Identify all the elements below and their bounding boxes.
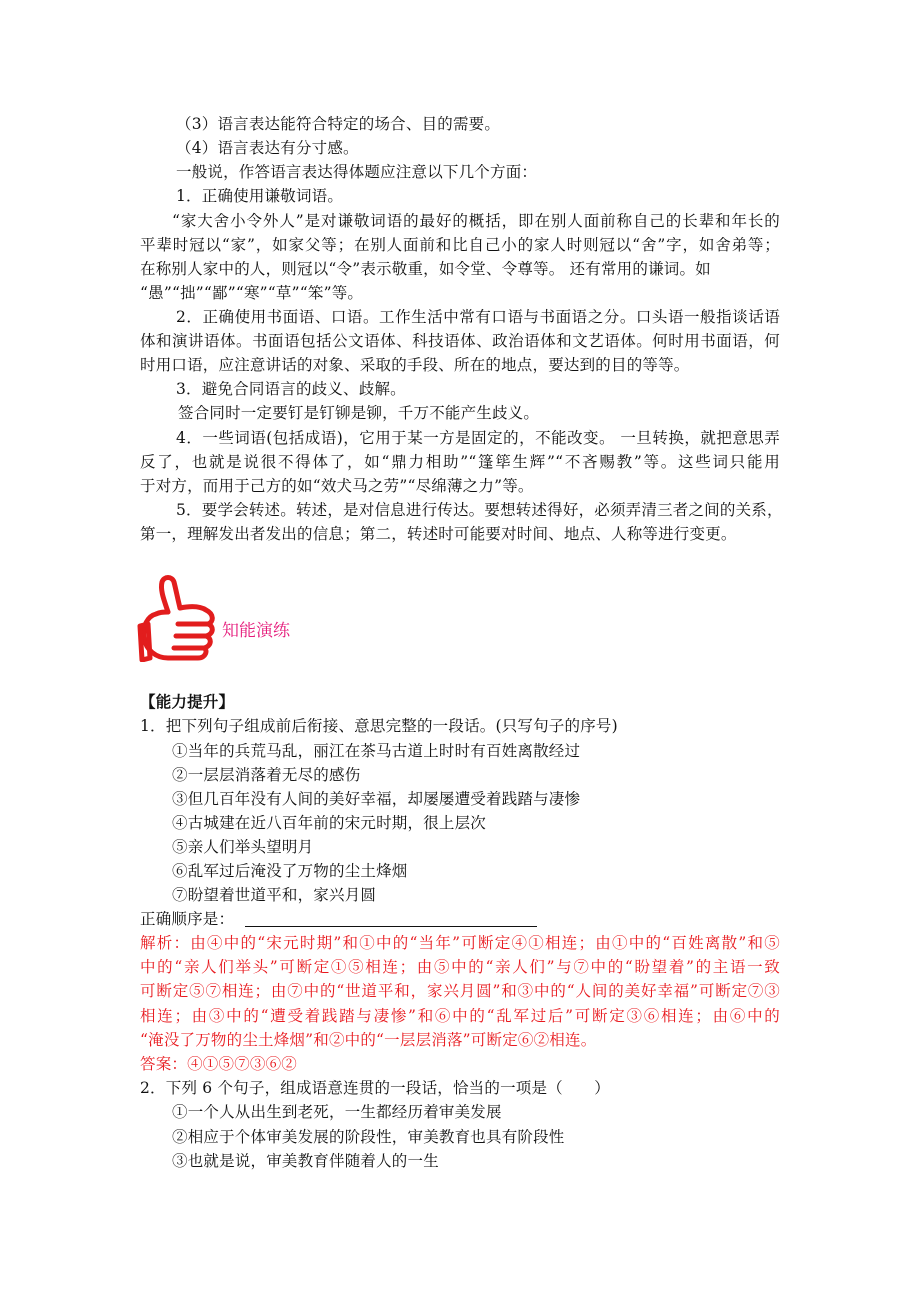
list-item: ①当年的兵荒马乱，丽江在茶马古道上时时有百姓离散经过 [172,742,581,760]
text-line: 体和演讲语体。书面语包括公文语体、科技语体、政治语体和文艺语体。何时用书面语，何 [140,332,780,350]
exercise-header: 【能力提升】 [140,692,235,711]
analysis-line: 可断定⑤⑦相连；由⑦中的“世道平和，家兴月圆”和③中的“人间的美好幸福”可断定⑦③ [140,982,780,1000]
list-item: ⑦盼望着世道平和，家兴月圆 [172,886,377,904]
list-item: ②一层层消落着无尽的感伤 [172,766,361,784]
text-line: 平辈时冠以“家”，如家父等；在别人面前和比自己小的家人时则冠以“舍”字，如舍弟等； [140,236,780,254]
text-line: 4．一些词语(包括成语)，它用于某一方是固定的，不能改变。 一旦转换，就把意思弄 [176,429,780,447]
text-line: 3．避免合同语言的歧义、歧解。 [176,380,406,398]
text-line: 时用口语，应注意讲话的对象、采取的手段、所在的地点，要达到的目的等等。 [140,356,690,374]
text-line: 在称别人家中的人，则冠以“令”表示敬重，如令堂、令尊等。 还有常用的谦词。如 [140,260,711,278]
analysis-line: 中的“亲人们举头”可断定①⑤相连；由⑤中的“亲人们”与⑦中的“盼望着”的主语一致 [140,958,780,976]
text-line: 反了，也就是说很不得体了，如“鼎力相助”“篷筚生辉”“不吝赐教”等。这些词只能用 [140,453,780,471]
list-item: ②相应于个体审美发展的阶段性，审美教育也具有阶段性 [172,1128,565,1146]
text-line: 签合同时一定要钉是钉铆是铆，千万不能产生歧义。 [178,404,540,422]
text-line: 5．要学会转述。转述，是对信息进行传达。要想转述得好，必须弄清三者之间的关系， [176,501,783,519]
list-item: ⑥乱军过后淹没了万物的尘土烽烟 [172,862,408,880]
list-item: ③但几百年没有人间的美好幸福，却屡屡遭受着践踏与凄惨 [172,790,581,808]
section-title: 知能演练 [222,621,290,641]
order-label: 正确顺序是： [140,910,235,928]
answer-line: 答案：④①⑤⑦③⑥② [140,1055,298,1073]
analysis-line: 相连；由③中的“遭受着践踏与凄惨”和⑥中的“乱军过后”可断定③⑥相连；由⑥中的 [140,1007,780,1025]
analysis-line: “淹没了万物的尘土烽烟”和②中的“一层层消落”可断定⑥②相连。 [140,1031,597,1049]
text-line: “愚”“拙”“鄙”“寒”“草”“笨”等。 [140,284,364,302]
text-line: 2．正确使用书面语、口语。工作生活中常有口语与书面语之分。口头语一般指谈话语 [176,308,780,326]
text-line: “家大舍小令外人”是对谦敬词语的最好的概括，即在别人面前称自己的长辈和年长的 [172,212,780,230]
list-item: ⑤亲人们举头望明月 [172,838,314,856]
text-line: 第一，理解发出者发出的信息；第二，转述时可能要对时间、地点、人称等进行变更。 [140,525,737,543]
text-line: 一般说，作答语言表达得体题应注意以下几个方面： [176,163,538,181]
question-stem: 2．下列 6 个句子，组成语意连贯的一段话，恰当的一项是（ ） [140,1079,610,1097]
text-line: （3）语言表达能符合特定的场合、目的需要。 [176,115,501,133]
answer-blank [245,926,537,927]
question-stem: 1．把下列句子组成前后衔接、意思完整的一段话。(只写句子的序号) [140,717,618,735]
text-line: 于对方，而用于己方的如“效犬马之劳”“尽绵薄之力”等。 [140,477,534,495]
text-line: 1．正确使用谦敬词语。 [176,187,344,205]
text-line: （4）语言表达有分寸感。 [176,139,359,157]
thumbs-up-icon [134,574,218,662]
analysis-line: 解析：由④中的“宋元时期”和①中的“当年”可断定④①相连；由①中的“百姓离散”和⑤ [140,934,780,952]
list-item: ④古城建在近八百年前的宋元时期，很上层次 [172,814,487,832]
list-item: ①一个人从出生到老死，一生都经历着审美发展 [172,1103,502,1121]
list-item: ③也就是说，审美教育伴随着人的一生 [172,1152,439,1170]
